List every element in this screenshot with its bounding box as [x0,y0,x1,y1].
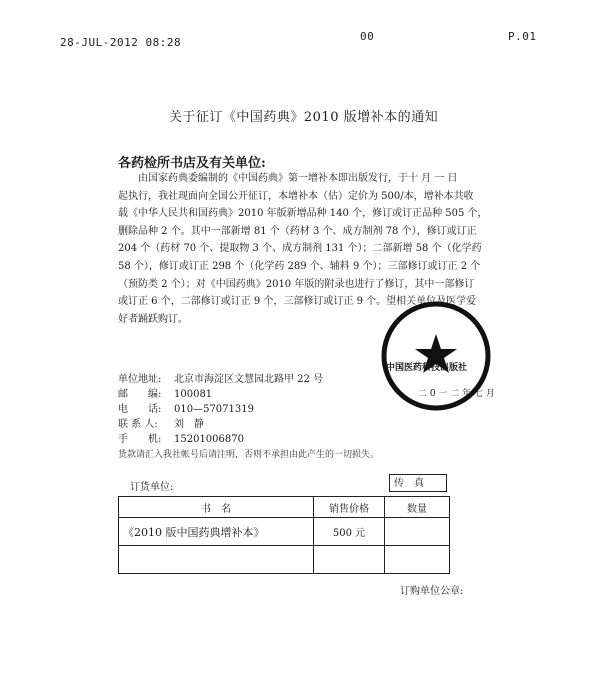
contact-block [118,372,323,447]
price-cell [314,546,385,574]
order-fax-label: 传 真 [389,474,447,492]
quantity-cell[interactable] [385,518,450,546]
body-line: 删除品种 2 个。其中一部新增 81 个（药材 3 个、成方制剂 78 个），修订或订正 [118,225,477,237]
signature-org: 中国医药科技出版社 [386,363,468,373]
header-price: 销售价格 [314,497,385,518]
contact-row: 手 机: 15201006870 [118,434,244,445]
greeting: 各药检所书店及有关单位: [118,156,266,171]
document-title: 关于征订《中国药典》2010 版增补本的通知 [168,110,439,125]
payment-note: 货款请汇入我社帐号后请注明，否则不承担由此产生的一切损失。 [118,450,380,460]
body-line: 由国家药典委编制的《中国药典》第一增补本即出版发行，于十 月 一 日 [138,173,458,184]
body-line: 或订正 6 个，二部修订或订正 9 个，三部修订或订正 9 个。望相关单位及医学爱 [118,296,477,308]
order-unit-label: 订货单位: [130,482,174,493]
signature-date: 二 0 一 二 年 七 月 [418,389,495,399]
book-name-cell: 《2010 版中国药典增补本》 [119,518,314,546]
body-line: 载《中华人民共和国药典》2010 年版新增品种 140 个，修订或订正品种 505 个， [118,208,488,220]
header-quantity: 数量 [385,497,450,518]
body-line: 起执行，我社现面向全国公开征订，本增补本（估）定价为 500/本，增补本共收 [118,190,474,202]
contact-row: 电 话: 010—57071319 [118,404,254,415]
contact-row: 单位地址: 北京市海淀区文慧园北路甲 22 号 [118,374,324,385]
contact-row: 邮 编: 100081 [118,389,213,400]
book-name-cell [119,546,314,574]
table-row [119,546,450,574]
table-row [119,518,450,546]
fax-sender: 00 [360,30,375,43]
body-line: 好者踊跃购订。 [118,313,188,325]
header-book-name: 书 名 [119,497,314,518]
order-table [118,496,450,574]
fax-page: P.01 [508,30,537,43]
body-line: 58 个），修订或订正 298 个（化学药 289 个、辅料 9 个）；三部修订或订正 2 个 [118,260,481,272]
fax-datetime: 28-JUL-2012 08:28 [60,36,182,49]
quantity-cell[interactable] [385,546,450,574]
body-line: （预防类 2 个）；对《中国药典》2010 年版的附录也进行了修订，其中一部修订 [118,278,475,290]
contact-row: 联 系 人: 刘 静 [118,419,204,430]
price-cell: 500 元 [314,518,385,546]
body-line: 204 个（药材 70 个、提取物 3 个、成方制剂 131 个）；二部新增 58 个（化学药 [118,243,482,255]
table-header-row [119,497,450,518]
stamp-label: 订购单位公章: [400,586,464,597]
